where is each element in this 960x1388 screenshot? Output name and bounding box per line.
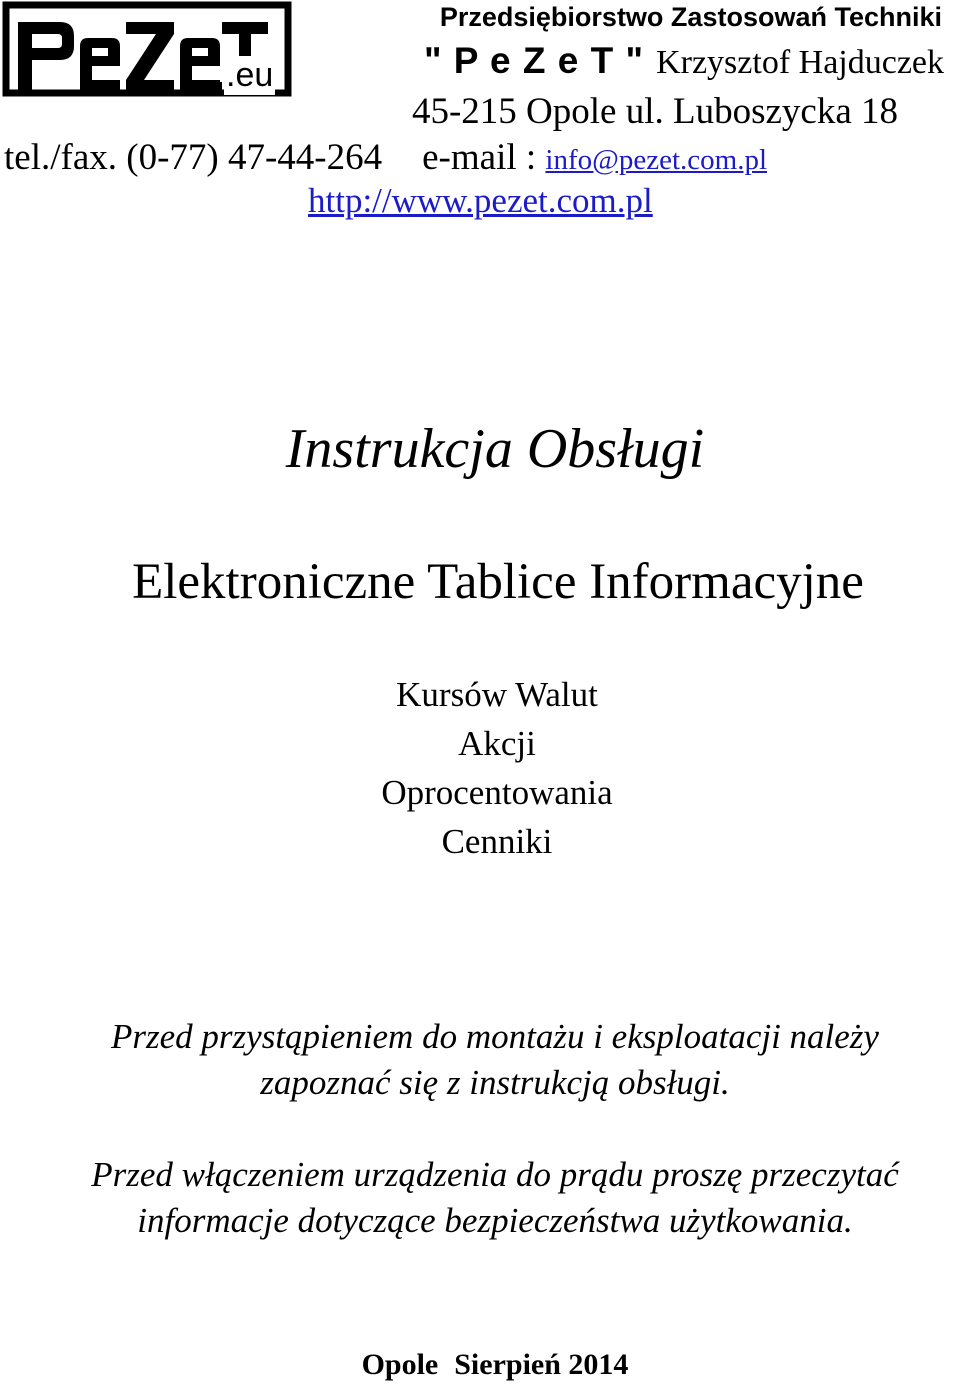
email-link[interactable]: info@pezet.com.pl <box>545 144 767 176</box>
footer-city: Opole <box>361 1348 439 1381</box>
safety-notice <box>0 1152 960 1244</box>
company-address: 45-215 Opole ul. Luboszycka 18 <box>411 91 898 132</box>
topic-list <box>0 670 960 866</box>
safety-line: Przed włączeniem urządzenia do prądu proszę przeczytać <box>91 1155 899 1194</box>
document-title: Instrukcja Obsługi <box>285 418 705 480</box>
topic-item: Oprocentowania <box>381 773 613 812</box>
safety-line: informacje dotyczące bezpieczeństwa użytkowania. <box>137 1201 853 1240</box>
topic-item: Akcji <box>458 724 536 763</box>
footer-place-date <box>0 1348 960 1382</box>
warning-line: Przed przystąpieniem do montażu i eksploatacji należy <box>111 1017 879 1056</box>
topic-item: Cenniki <box>441 822 553 861</box>
phone-number: tel./fax. (0-77) 47-44-264 <box>4 137 383 178</box>
pezet-logo <box>0 0 300 110</box>
warning-line: zapoznać się z instrukcją obsługi. <box>260 1063 730 1102</box>
document-subtitle: Elektroniczne Tablice Informacyjne <box>132 554 864 610</box>
footer-date: Sierpień 2014 <box>454 1348 629 1381</box>
company-full-name: Przedsiębiorstwo Zastosowań Techniki <box>439 2 942 32</box>
topic-item: Kursów Walut <box>396 675 598 714</box>
logo-suffix: .eu <box>226 56 274 94</box>
website-link[interactable]: http://www.pezet.com.pl <box>308 181 653 220</box>
brand-name: " P e Z e T " <box>423 40 645 81</box>
owner-name: Krzysztof Hajduczek <box>656 44 944 81</box>
brand-owner-line <box>424 40 944 82</box>
email-label: e-mail : <box>422 137 537 178</box>
installation-warning <box>0 1014 960 1106</box>
contact-line <box>4 136 767 179</box>
